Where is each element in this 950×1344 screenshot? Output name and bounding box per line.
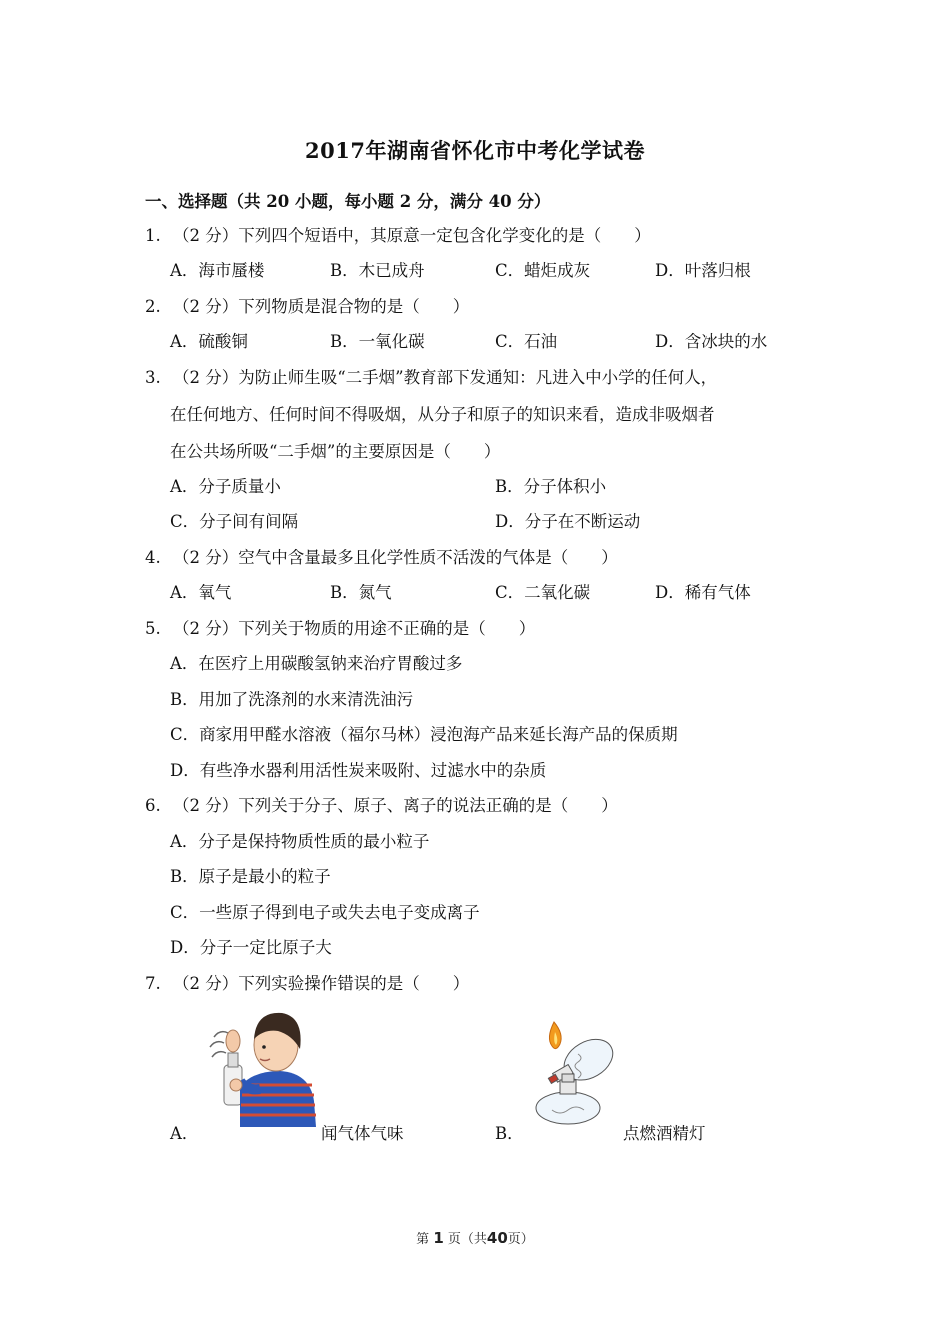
option-a: A．分子质量小 — [170, 477, 281, 496]
question-7 — [145, 973, 469, 995]
option-b: B．原子是最小的粒子 — [170, 867, 331, 886]
question-1 — [145, 225, 651, 247]
question-number: 2. — [145, 297, 161, 316]
option-b: B．一氧化碳 — [330, 332, 425, 351]
footer-middle: 页（共 — [447, 1232, 487, 1247]
option-d: D．分子一定比原子大 — [170, 938, 332, 957]
question-stem-line-3: 在公共场所吸“二手烟”的主要原因是（ ） — [170, 442, 501, 461]
option-d: D．分子在不断运动 — [495, 512, 641, 531]
question-stem-line-2: 在任何地方、任何时间不得吸烟，从分子和原子的知识来看，造成非吸烟者 — [170, 405, 715, 424]
option-a-caption: 闻气体气味 — [321, 1124, 404, 1143]
question-number: 7. — [145, 974, 161, 993]
option-a: A．海市蜃楼 — [170, 261, 265, 280]
question-number: 5. — [145, 619, 161, 638]
question-number: 3. — [145, 368, 161, 387]
page-number: 1 — [433, 1229, 444, 1247]
option-b: B．用加了洗涤剂的水来清洗油污 — [170, 690, 414, 709]
question-stem: （2 分）空气中含量最多且化学性质不活泼的气体是（ ） — [173, 548, 618, 567]
option-c: C．蜡炬成灰 — [495, 261, 591, 280]
option-b: B． — [495, 1124, 524, 1143]
option-b: B．分子体积小 — [495, 477, 607, 496]
question-stem: （2 分）下列关于分子、原子、离子的说法正确的是（ ） — [173, 796, 618, 815]
question-3 — [145, 367, 717, 389]
option-a: A． — [170, 1124, 199, 1143]
question-number: 4. — [145, 548, 161, 567]
option-d: D．含冰块的水 — [655, 332, 768, 351]
option-b-caption: 点燃酒精灯 — [623, 1124, 706, 1143]
option-d: D．稀有气体 — [655, 583, 751, 602]
page-title: 2017年湖南省怀化市中考化学试卷 — [305, 138, 645, 163]
question-number: 6. — [145, 796, 161, 815]
question-number: 1. — [145, 226, 161, 245]
option-c: C．分子间有间隔 — [170, 512, 299, 531]
option-a: A．硫酸铜 — [170, 332, 248, 351]
option-c: C．一些原子得到电子或失去电子变成离子 — [170, 903, 480, 922]
question-stem: （2 分）下列关于物质的用途不正确的是（ ） — [173, 619, 536, 638]
option-c: C．二氧化碳 — [495, 583, 591, 602]
footer-prefix: 第 — [416, 1232, 430, 1247]
smelling-gas-illustration — [200, 1005, 320, 1127]
question-6 — [145, 795, 618, 817]
option-c: C．石油 — [495, 332, 558, 351]
question-5 — [145, 618, 535, 640]
page-footer — [0, 1228, 950, 1247]
option-a: A．分子是保持物质性质的最小粒子 — [170, 832, 430, 851]
question-4 — [145, 547, 618, 569]
footer-suffix: 页） — [507, 1232, 534, 1247]
option-b: B．木已成舟 — [330, 261, 425, 280]
option-d: D．有些净水器利用活性炭来吸附、过滤水中的杂质 — [170, 761, 547, 780]
option-c: C．商家用甲醛水溶液（福尔马林）浸泡海产品来延长海产品的保质期 — [170, 725, 678, 744]
alcohol-lamp-illustration — [522, 1018, 622, 1130]
question-stem: （2 分）下列物质是混合物的是（ ） — [173, 297, 470, 316]
option-a: A．在医疗上用碳酸氢钠来治疗胃酸过多 — [170, 654, 463, 673]
question-2 — [145, 296, 469, 318]
option-a: A．氧气 — [170, 583, 232, 602]
question-stem: （2 分）下列实验操作错误的是（ ） — [173, 974, 470, 993]
question-stem: （2 分）为防止师生吸“二手烟”教育部下发通知：凡进入中小学的任何人， — [173, 368, 718, 387]
option-d: D．叶落归根 — [655, 261, 751, 280]
option-b: B．氮气 — [330, 583, 392, 602]
total-pages: 40 — [486, 1229, 508, 1247]
question-stem: （2 分）下列四个短语中，其原意一定包含化学变化的是（ ） — [173, 226, 651, 245]
section-heading: 一、选择题（共 20 小题，每小题 2 分，满分 40 分） — [145, 192, 551, 211]
